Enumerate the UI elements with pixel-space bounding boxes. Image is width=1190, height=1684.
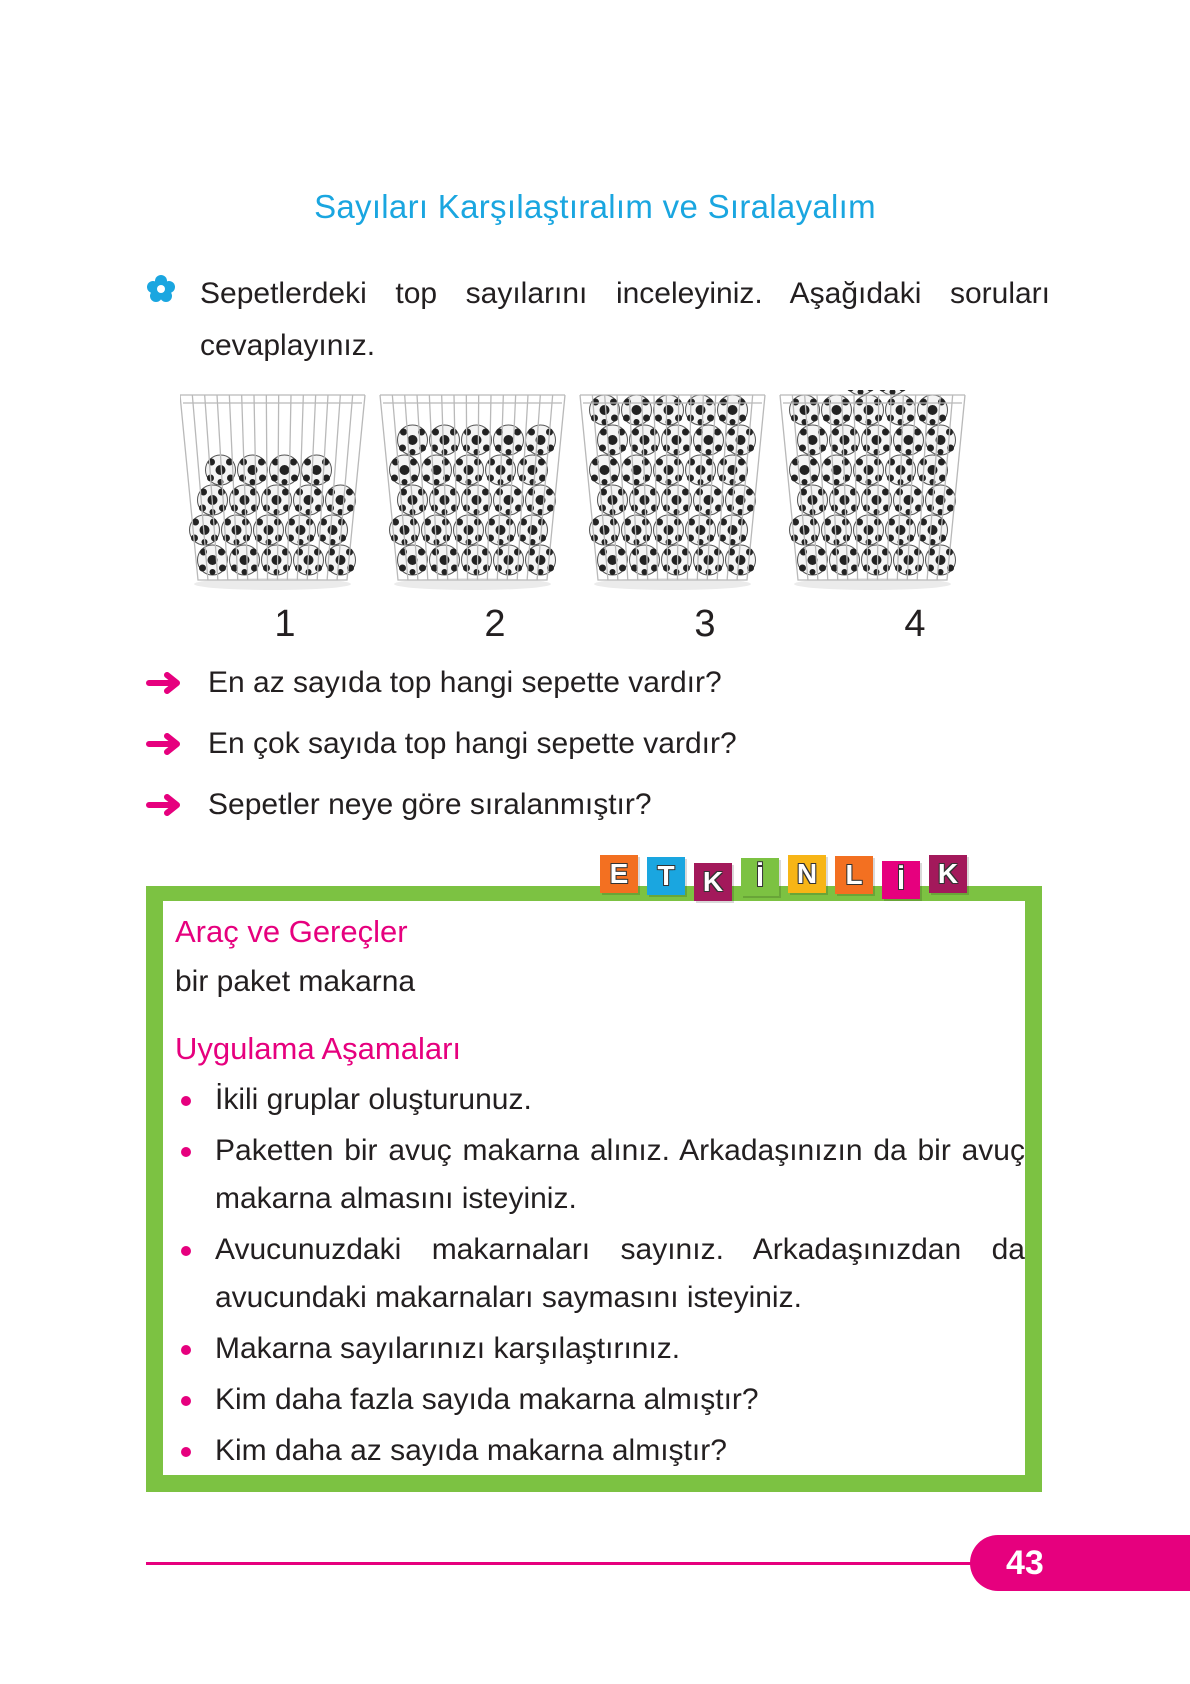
ball-icon: [598, 425, 628, 455]
ball-icon: [822, 395, 852, 425]
ball-icon: [854, 455, 884, 485]
materials-heading: Araç ve Gereçler: [175, 914, 408, 949]
ball-icon: [726, 425, 756, 455]
ball-icon: [886, 515, 916, 545]
ball-icon: [694, 425, 724, 455]
ball-icon: [926, 425, 956, 455]
ball-icon: [894, 425, 924, 455]
ball-icon: [494, 485, 524, 515]
ball-icon: [326, 485, 356, 515]
question-text: En az sayıda top hangi sepette vardır?: [208, 666, 722, 699]
ball-icon: [894, 485, 924, 515]
ball-icon: [878, 390, 908, 395]
ball-icon: [254, 515, 284, 545]
ball-icon: [718, 515, 748, 545]
question-text: En çok sayıda top hangi sepette vardır?: [208, 727, 737, 760]
ball-icon: [198, 545, 228, 575]
ball-icon: [726, 485, 756, 515]
ball-icon: [486, 515, 516, 545]
ball-icon: [454, 455, 484, 485]
ball-icon: [454, 515, 484, 545]
ball-icon: [302, 455, 332, 485]
list-item: Paketten bir avuç makarna alınız. Arkadaşınızın da bir avuç makarna almasını isteyiniz.: [173, 1127, 1025, 1223]
ball-icon: [430, 545, 460, 575]
bullet-icon: [181, 1246, 191, 1256]
ball-icon: [294, 485, 324, 515]
ball-icon: [918, 455, 948, 485]
question-item: [146, 788, 652, 822]
ball-icon: [654, 515, 684, 545]
ball-icon: [694, 485, 724, 515]
ball-icon: [518, 455, 548, 485]
ball-icon: [718, 455, 748, 485]
footer-line: [146, 1562, 984, 1565]
etkinlik-letter: E: [600, 855, 638, 893]
ball-icon: [462, 485, 492, 515]
basket-4: [780, 390, 965, 590]
etkinlik-letter: L: [835, 856, 873, 894]
ball-icon: [286, 515, 316, 545]
bullet-icon: [181, 1147, 191, 1157]
arrow-right-icon: [146, 672, 186, 694]
bullet-icon: [181, 1447, 191, 1457]
arrow-right-icon: [146, 794, 186, 816]
activity-box: [146, 886, 1042, 1492]
ball-icon: [918, 515, 948, 545]
basket-label-3: 3: [694, 603, 716, 645]
ball-icon: [854, 515, 884, 545]
steps-list: [173, 1076, 1025, 1478]
ball-icon: [622, 455, 652, 485]
ball-icon: [822, 455, 852, 485]
ball-icon: [590, 455, 620, 485]
ball-icon: [846, 390, 876, 395]
ball-icon: [598, 545, 628, 575]
etkinlik-letter: İ: [741, 858, 779, 896]
ball-icon: [398, 425, 428, 455]
ball-icon: [790, 455, 820, 485]
ball-icon: [230, 545, 260, 575]
ball-icon: [926, 485, 956, 515]
page-number: 43: [970, 1535, 1190, 1591]
ball-icon: [798, 545, 828, 575]
baskets-illustration: [180, 390, 1060, 610]
bullet-icon: [181, 1345, 191, 1355]
basket-label-4: 4: [904, 603, 926, 645]
ball-icon: [918, 395, 948, 425]
materials-text: bir paket makarna: [175, 965, 416, 998]
etkinlik-letter: N: [788, 855, 826, 893]
list-item: Avucunuzdaki makarnaları sayınız. Arkadaşınızdan da avucundaki makarnaları saymasını isteyiniz.: [173, 1226, 1025, 1322]
ball-icon: [798, 425, 828, 455]
basket-3: [580, 395, 765, 590]
ball-icon: [494, 425, 524, 455]
page-title: Sayıları Karşılaştıralım ve Sıralayalım: [314, 188, 876, 225]
ball-icon: [422, 455, 452, 485]
etkinlik-letter: K: [929, 855, 967, 893]
etkinlik-letter: T: [647, 857, 685, 895]
ball-icon: [654, 455, 684, 485]
ball-icon: [318, 515, 348, 545]
ball-icon: [390, 455, 420, 485]
ball-icon: [686, 515, 716, 545]
ball-icon: [630, 545, 660, 575]
question-item: [146, 727, 737, 761]
ball-icon: [526, 485, 556, 515]
ball-icon: [238, 455, 268, 485]
ball-icon: [718, 395, 748, 425]
steps-heading: Uygulama Aşamaları: [175, 1031, 462, 1066]
ball-icon: [726, 545, 756, 575]
list-item: Makarna sayılarınızı karşılaştırınız.: [173, 1325, 1025, 1373]
ball-icon: [526, 545, 556, 575]
list-item: Kim daha fazla sayıda makarna almıştır?: [173, 1376, 1025, 1424]
arrow-right-icon: [146, 733, 186, 755]
bullet-icon: [181, 1096, 191, 1106]
ball-icon: [862, 485, 892, 515]
flower-icon: [147, 275, 175, 303]
etkinlik-letter: K: [694, 863, 732, 901]
ball-icon: [830, 545, 860, 575]
bullet-icon: [181, 1396, 191, 1406]
question-text: Sepetler neye göre sıralanmıştır?: [208, 788, 652, 821]
intro-text: Sepetlerdeki top sayılarını inceleyiniz. Aşağıdaki soruları cevaplayınız.: [200, 277, 1050, 362]
ball-icon: [518, 515, 548, 545]
basket-2: [380, 395, 565, 590]
etkinlik-letter: İ: [882, 861, 920, 899]
ball-icon: [526, 425, 556, 455]
question-item: [146, 666, 722, 700]
ball-icon: [662, 485, 692, 515]
ball-icon: [270, 455, 300, 485]
etkinlik-banner: [600, 855, 976, 901]
ball-icon: [398, 545, 428, 575]
ball-icon: [622, 395, 652, 425]
list-item: Kim daha az sayıda makarna almıştır?: [173, 1427, 1025, 1475]
list-item: İkili gruplar oluşturunuz.: [173, 1076, 1025, 1124]
basket-label-2: 2: [484, 603, 506, 645]
basket-1: [180, 395, 365, 590]
ball-icon: [326, 545, 356, 575]
ball-icon: [926, 545, 956, 575]
basket-label-1: 1: [274, 603, 296, 645]
ball-icon: [262, 485, 292, 515]
